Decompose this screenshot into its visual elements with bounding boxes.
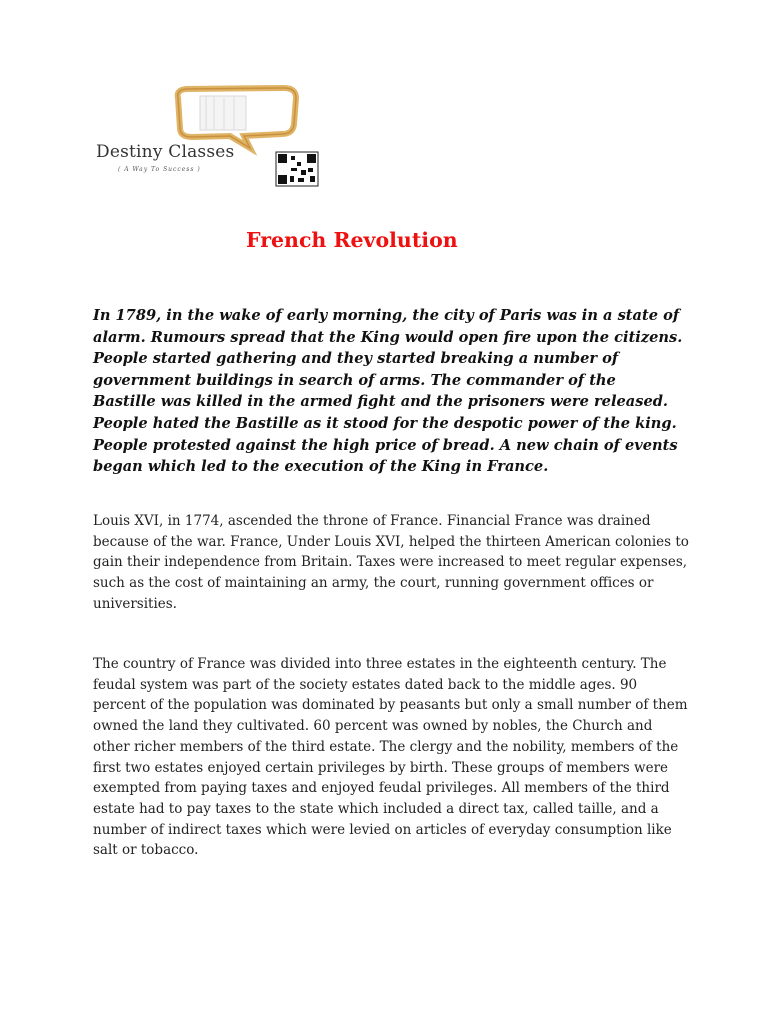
destiny-classes-logo: [92, 84, 320, 190]
body-paragraph-1: Louis XVI, in 1774, ascended the throne of France. Financial France was drained because of the war. France, Under Louis XVI, helped the thirteen American colonies to gain their independence from Britain. Taxes were increased to meet regular expenses, such as the cost of maintaining an army, the court, running government offices or universities.: [93, 513, 689, 612]
body-paragraph-2: The country of France was divided into three estates in the eighteenth century. The feudal system was part of the society estates dated back to the middle ages. 90 percent of the population was dominated by peasants but only a small number of them owned the land they cultivated. 60 percent was owned by nobles, the Church and other richer members of the third estate. The clergy and the nobility, members of the first two estates enjoyed certain privileges by birth. These groups of members were exempted from paying taxes and enjoyed feudal privileges. All members of the third estate had to pay taxes to the state which included a direct tax, called taille, and a number of indirect taxes which were levied on articles of everyday consumption like salt or tobacco.: [93, 656, 688, 859]
bookshelf-logo-icon: [92, 84, 320, 190]
logo-name: Destiny Classes: [96, 142, 235, 162]
intro-paragraph: In 1789, in the wake of early morning, the city of Paris was in a state of alarm. Rumours spread that the King would open fire upon the citizens. People started gathering and they started breaking a number of government buildings in search of arms. The commander of the Bastille was killed in the armed fight and the prisoners were released. People hated the Bastille as it stood for the despotic power of the king. People protested against the high price of bread. A new chain of events began which led to the execution of the King in France.: [93, 307, 683, 476]
logo-tagline: ( A Way To Success ): [118, 166, 201, 173]
page-title: French Revolution: [246, 228, 458, 252]
